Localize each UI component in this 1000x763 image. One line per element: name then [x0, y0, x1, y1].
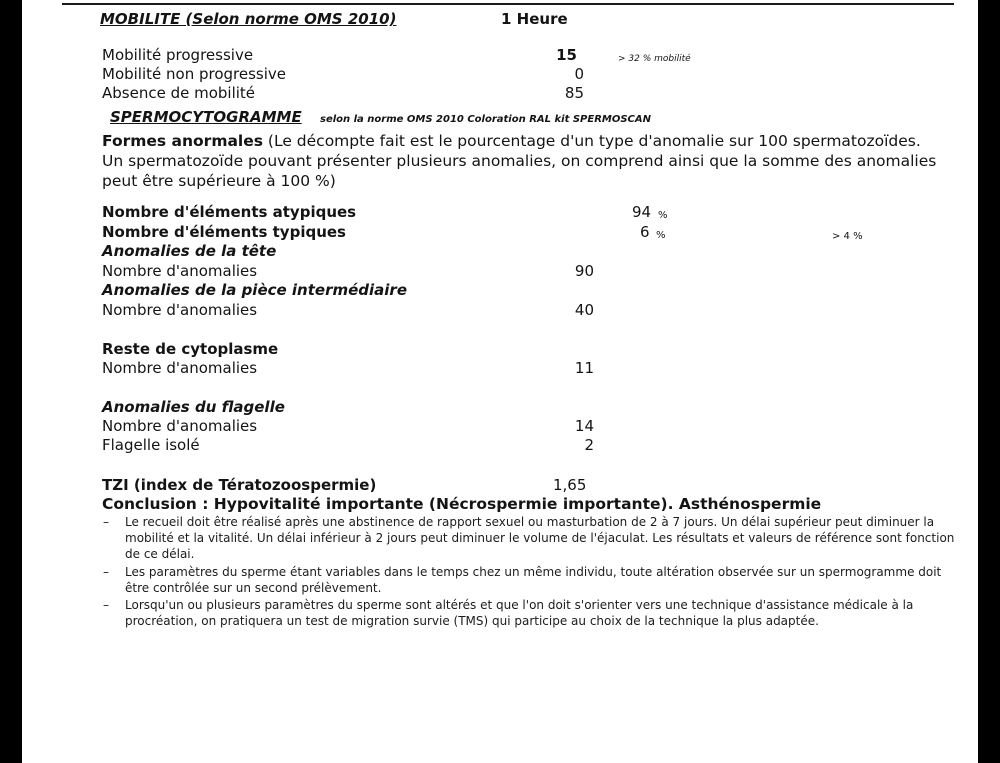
note-item	[103, 514, 955, 562]
elements-typiques-ref: > 4 %	[832, 231, 863, 242]
reste-cytoplasme-value: 11	[574, 359, 594, 377]
mobilite-heure: 1 Heure	[501, 10, 568, 28]
tzi-label: TZI (index de Tératozoospermie)	[102, 476, 377, 494]
note-item	[103, 597, 955, 629]
note-item	[103, 564, 955, 596]
note-text: Lorsqu'un ou plusieurs paramètres du sperme sont altérés et que l'on doit s'orienter vers une technique d'assistance médicale à la procréation, on pratiquera un test de migration survie (TMS) qui participe au choix de la technique la plus adaptée.	[125, 598, 914, 628]
mobilite-non-progressive-value: 0	[574, 65, 584, 83]
flagelle-isole-label: Flagelle isolé	[102, 436, 200, 454]
elements-atypiques-label: Nombre d'éléments atypiques	[102, 203, 357, 221]
elements-typiques-label: Nombre d'éléments typiques	[102, 223, 346, 241]
note-bullet: –	[103, 515, 109, 529]
elements-typiques-value: 6	[640, 223, 650, 241]
anomalies-piece-label: Nombre d'anomalies	[102, 301, 258, 319]
absence-mobilite-label: Absence de mobilité	[102, 84, 256, 102]
note-bullet: –	[103, 565, 109, 579]
note-text: Le recueil doit être réalisé après une abstinence de rapport sexuel ou masturbation de 2 à 7 jours. Un délai supérieur peut diminuer la mobilité et la vitalité. Un délai inférieur à 2 jours peut diminuer le volume de l'éjaculat. Les résultats et valeurs de référence sont fonction de ce délai.	[125, 515, 955, 561]
mobilite-progressive-note: > 32 % mobilité	[618, 54, 691, 64]
elements-atypiques-value: 94	[632, 203, 652, 221]
mobilite-progressive-value: 15	[556, 46, 577, 64]
absence-mobilite-value: 85	[564, 84, 584, 102]
top-rule	[62, 3, 954, 5]
reste-cytoplasme-title: Reste de cytoplasme	[102, 340, 279, 358]
formes-anormales-paragraph	[102, 131, 938, 191]
flagelle-isole-value: 2	[584, 436, 594, 454]
mobilite-progressive-label: Mobilité progressive	[102, 46, 254, 64]
anomalies-tete-value: 90	[574, 262, 594, 280]
formes-anormales-label: Formes anormales	[102, 132, 263, 150]
elements-atypiques-pct: %	[658, 210, 668, 221]
anomalies-piece-title: Anomalies de la pièce intermédiaire	[102, 281, 407, 299]
anomalies-flagelle-title: Anomalies du flagelle	[102, 398, 285, 416]
anomalies-tete-label: Nombre d'anomalies	[102, 262, 258, 280]
anomalies-tete-title: Anomalies de la tête	[102, 242, 277, 260]
reste-cytoplasme-label: Nombre d'anomalies	[102, 359, 258, 377]
mobilite-non-progressive-label: Mobilité non progressive	[102, 65, 287, 83]
formes-anormales-text: (Le décompte fait est le pourcentage d'un type d'anomalie sur 100 spermatozoïdes. Un spermatozoïde pouvant présenter plusieurs anomalies, on comprend ainsi que la somme des anomalies peut être supérieure à 100 %)	[102, 132, 937, 190]
mobilite-title: MOBILITE (Selon norme OMS 2010)	[100, 10, 397, 28]
anomalies-piece-value: 40	[574, 301, 594, 319]
note-text: Les paramètres du sperme étant variables dans le temps chez un même individu, toute altération observée sur un spermogramme doit être contrôlée sur un second prélèvement.	[125, 565, 942, 595]
elements-typiques-pct: %	[656, 230, 666, 241]
anomalies-flagelle-label: Nombre d'anomalies	[102, 417, 258, 435]
tzi-value: 1,65	[553, 476, 587, 494]
note-bullet: –	[103, 598, 109, 612]
anomalies-flagelle-value: 14	[574, 417, 594, 435]
spermocytogramme-title: SPERMOCYTOGRAMME	[110, 108, 302, 126]
conclusion-text: Conclusion : Hypovitalité importante (Nécrospermie importante). Asthénospermie	[102, 495, 822, 513]
spermocytogramme-subtitle: selon la norme OMS 2010 Coloration RAL kit SPERMOSCAN	[320, 114, 652, 125]
document-page	[22, 0, 978, 763]
